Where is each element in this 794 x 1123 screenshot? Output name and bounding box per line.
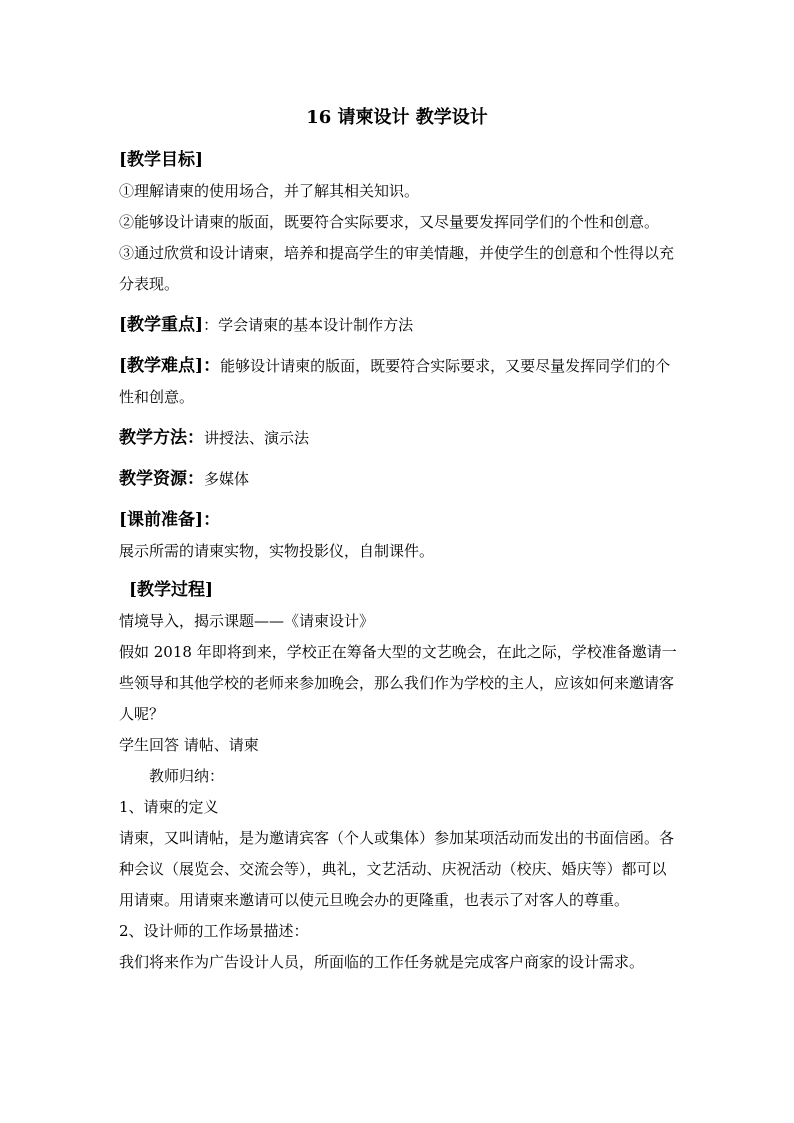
methods-text: 讲授法、演示法 [204, 429, 310, 447]
prep-heading: [课前准备]： [119, 510, 221, 530]
resources-line [119, 464, 679, 495]
page-title: 16 请柬设计 教学设计 [306, 107, 488, 128]
process-paragraph: 假如 2018 年即将到来，学校正在筹备大型的文艺晚会，在此之际，学校准备邀请一些领导和其他学校的老师来参加晚会，那么我们作为学校的主人，应该如何来邀请客人呢？ [119, 643, 677, 723]
objective-item: ②能够设计请柬的版面，既要符合实际要求，又尽量要发挥同学们的个性和创意。 [119, 213, 660, 231]
difficulty-text: 能够设计请柬的版面，既要符合实际要求，又要尽量发挥同学们的个性和创意。 [119, 357, 671, 406]
methods-label: 教学方法： [119, 428, 204, 448]
process-heading: [教学过程] [129, 580, 214, 600]
process-paragraph: 我们将来作为广告设计人员，所面临的工作任务就是完成客户商家的设计需求。 [119, 953, 645, 971]
prep-text: 展示所需的请柬实物，实物投影仪，自制课件。 [119, 542, 435, 560]
resources-label: 教学资源： [119, 469, 204, 489]
objective-item: ③通过欣赏和设计请柬，培养和提高学生的审美情趣，并使学生的创意和个性得以充分表现。 [119, 244, 675, 293]
difficulty-label: [教学难点]： [119, 356, 221, 376]
process-paragraph: 学生回答 请帖、请柬 [119, 736, 259, 754]
process-paragraph: 情境导入，揭示课题——《请柬设计》 [119, 612, 375, 630]
resources-text: 多媒体 [204, 470, 250, 488]
process-paragraph: 1、请柬的定义 [119, 798, 219, 816]
document-body [119, 145, 679, 978]
process-paragraph: 教师归纳： [149, 767, 225, 785]
methods-line [119, 423, 679, 454]
key-points-text: ：学会请柬的基本设计制作方法 [203, 316, 414, 334]
objectives-heading: [教学目标] [119, 150, 204, 170]
key-points-line [119, 310, 679, 341]
key-points-label: [教学重点] [119, 315, 204, 335]
difficulty-line [119, 351, 679, 413]
objective-item: ①理解请柬的使用场合，并了解其相关知识。 [119, 182, 420, 200]
process-paragraph: 请柬，又叫请帖，是为邀请宾客（个人或集体）参加某项活动而发出的书面信函。各种会议（展览会、交流会等），典礼，文艺活动、庆祝活动（校庆、婚庆等）都可以用请柬。用请柬来邀请可以使元旦晚会办的更隆重，也表示了对客人的尊重。 [119, 829, 675, 909]
process-paragraph: 2、设计师的工作场景描述： [119, 922, 309, 940]
